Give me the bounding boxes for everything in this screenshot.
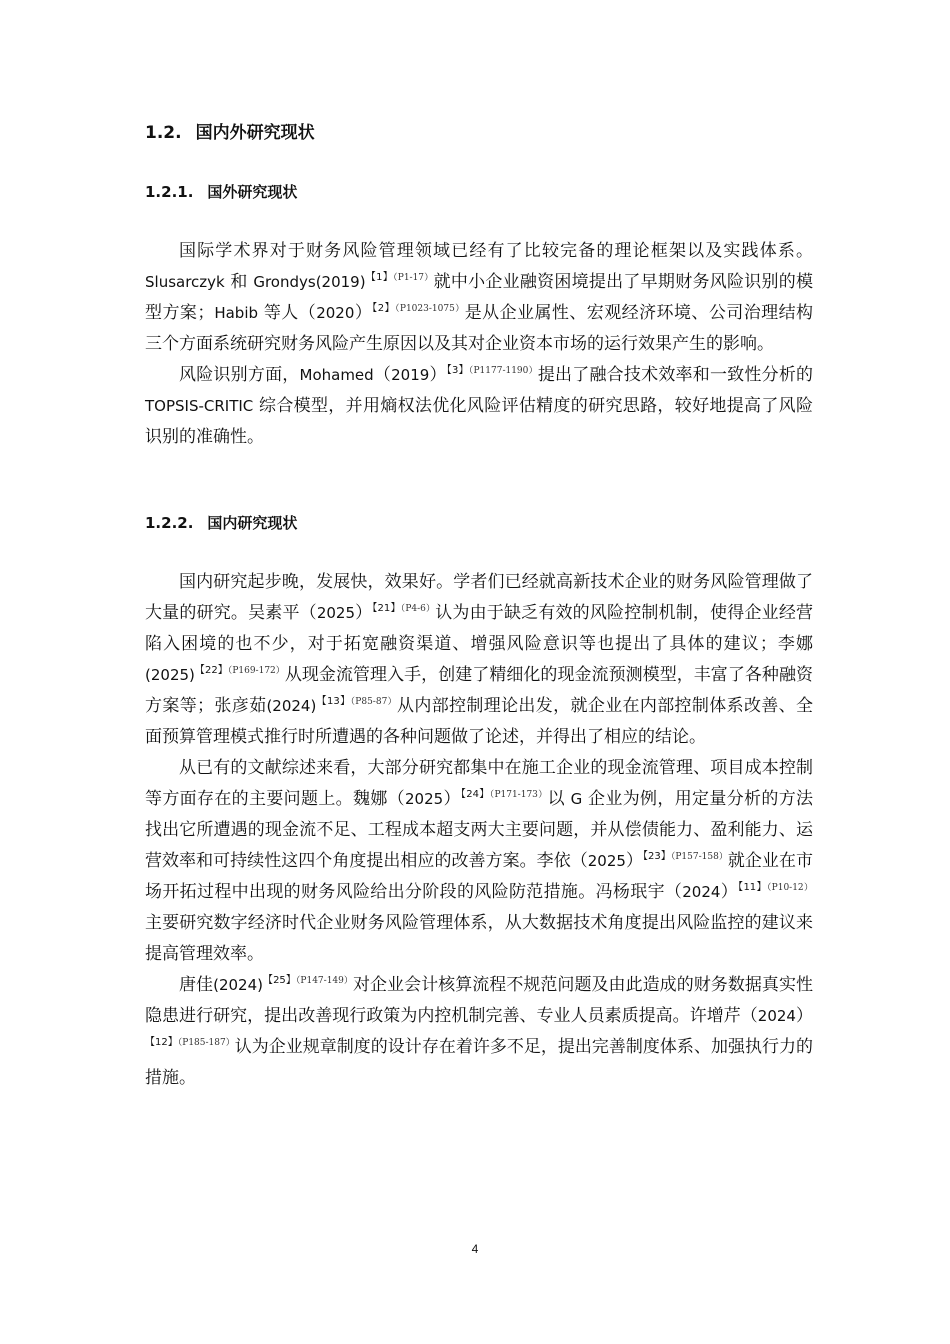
citation-pages: （P157-158）: [670, 852, 728, 862]
subsection-heading-domestic: [145, 512, 297, 533]
text: 和: [230, 272, 248, 292]
paragraph-foreign-1: [145, 236, 813, 360]
citation-marker: 【2】: [372, 303, 395, 314]
text: 是从企业属性、宏观经济环境、公司治理结构三个方面系统研究财务风险产生原因以及其对企业资本市场的运行效果产生的影响。: [145, 303, 814, 354]
text: 认为企业规章制度的设计存在着许多不足，提出完善制度体系、加强执行力的措施。: [145, 1037, 813, 1088]
citation-marker: 【12】: [145, 1037, 178, 1048]
company-letter: G: [570, 790, 583, 808]
paragraph-domestic-3: [145, 970, 813, 1094]
text: 就中小企业融资困境提出了早期财务风险识别的模型方案；: [145, 272, 814, 323]
section-number: 1.2.: [145, 123, 182, 143]
text: 对企业会计核算流程不规范问题及由此造成的财务数据真实性隐患进行研究，提出改善现行政策为内控机制完善、专业人员素质提高。许增芹（: [145, 975, 813, 1026]
text: ）: [625, 851, 644, 871]
text: 综合模型，并用熵权法优化风险评估精度的研究思路，较好地提高了风险识别的准确性。: [145, 396, 813, 447]
text: 从内部控制理论出发，就企业在内部控制体系改善、全面预算管理模式推行时所遭遇的各种问题做了论述，并得出了相应的结论。: [145, 696, 813, 747]
citation-marker: 【1】: [365, 272, 393, 283]
citation-marker: 【11】: [738, 882, 767, 893]
citation-pages: （P85-87）: [350, 697, 397, 707]
text: 唐佳: [179, 975, 214, 995]
text: ）: [355, 603, 373, 623]
author-name: Slusarczyk: [145, 273, 225, 291]
text: 认为由于缺乏有效的风险控制机制，使得企业经营陷入困境的也不少，对于拓宽融资渠道、增强风险意识等也提出了具体的建议；李娜: [145, 603, 814, 654]
subsection-title: 国外研究现状: [207, 183, 298, 201]
text: 国际学术界对于财务风险管理领域已经有了比较完备的理论框架以及实践体系。: [179, 241, 813, 261]
text: 主要研究数字经济时代企业财务风险管理体系，从大数据技术角度提出风险监控的建议来提高管理效率。: [145, 913, 813, 964]
section-title: 国内外研究现状: [195, 123, 315, 143]
citation-pages: （P171-173）: [489, 790, 548, 800]
text: 从已有的文献综述来看，大部分研究都集中在施工企业的现金流管理、项目成本控制等方面存在的主要问题上。魏娜（: [145, 758, 813, 809]
text: 风险识别方面，: [179, 365, 300, 385]
author-name: Mohamed: [299, 366, 374, 384]
subsection-title: 国内研究现状: [207, 514, 298, 532]
page-number: 4: [471, 1242, 479, 1256]
domestic-research-body: [145, 567, 813, 1094]
paragraph-domestic-1: [145, 567, 813, 753]
paragraph-foreign-2: [145, 360, 813, 453]
year: 2020: [316, 304, 355, 322]
text: 从现金流管理入手，创建了精细化的现金流预测模型，丰富了各种融资方案等；张彦茹: [145, 665, 813, 716]
year: 2025: [587, 852, 626, 870]
citation-pages: （P169-172）: [227, 666, 285, 676]
year: 2019: [391, 366, 430, 384]
text: ）: [720, 882, 739, 902]
text: ）: [429, 365, 447, 385]
citation-pages: （P185-187）: [177, 1038, 235, 1048]
year: 2024: [682, 883, 721, 901]
subsection-number: 1.2.2.: [145, 514, 194, 532]
citation-marker: 【22】: [194, 665, 228, 676]
foreign-research-body: [145, 236, 813, 453]
citation-marker: 【21】: [372, 603, 401, 614]
citation-marker: 【13】: [316, 696, 351, 707]
section-heading: [145, 118, 315, 143]
citation-pages: （P4-6）: [400, 604, 436, 614]
year: (2024): [213, 976, 263, 994]
subsection-heading-foreign: [145, 181, 297, 202]
citation-pages: （P1023-1075）: [394, 304, 465, 314]
subsection-number: 1.2.1.: [145, 183, 194, 201]
year: 2025: [316, 604, 355, 622]
author-name: Habib: [214, 304, 259, 322]
text: 等人（: [263, 303, 317, 323]
text: 国内研究起步晚，发展快，效果好。学者们已经就高新技术企业的财务风险管理做了大量的研究。吴素平（: [145, 572, 813, 623]
text: 就企业在市场开拓过程中出现的财务风险给出分阶段的风险防范措施。冯杨珉宇（: [145, 851, 813, 902]
citation-pages: （P1177-1190）: [468, 366, 538, 376]
text: ）: [354, 303, 373, 323]
text: ）: [443, 789, 461, 809]
citation-marker: 【3】: [446, 365, 469, 376]
citation-marker: 【24】: [460, 789, 490, 800]
text: 以: [547, 789, 565, 809]
model-name: TOPSIS-CRITIC: [145, 397, 254, 415]
citation-pages: （P1-17）: [393, 273, 434, 283]
text: ）: [795, 1006, 814, 1026]
citation-marker: 【25】: [262, 975, 296, 986]
citation-pages: （P147-149）: [295, 976, 353, 986]
year: 2024: [757, 1007, 796, 1025]
author-name: Grondys(2019): [253, 273, 366, 291]
year: (2024): [266, 697, 317, 715]
text: （: [373, 365, 392, 385]
text: 企业为例，用定量分析的方法找出它所遭遇的现金流不足、工程成本超支两大主要问题，并从偿债能力、盈利能力、运营效率和可持续性这四个角度提出相应的改善方案。李依（: [145, 789, 814, 871]
citation-pages: （P10-12）: [766, 883, 813, 893]
year: 2025: [405, 790, 444, 808]
text: 提出了融合技术效率和一致性分析的: [537, 365, 814, 385]
paragraph-domestic-2: [145, 753, 813, 970]
citation-marker: 【23】: [643, 851, 671, 862]
year: (2025): [145, 666, 195, 684]
